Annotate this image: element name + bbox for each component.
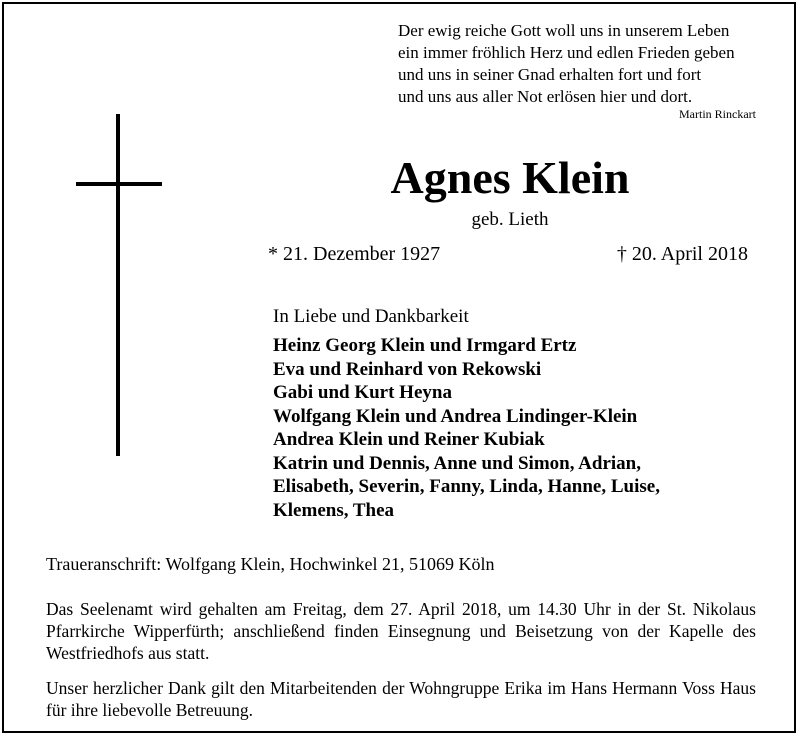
mourner-line: Katrin und Dennis, Anne und Simon, Adrian,	[273, 452, 641, 474]
thanks-text: Unser herzlicher Dank gilt den Mitarbeitenden der Wohngruppe Erika im Hans Hermann Voss Haus für ihre liebevolle Betreuung.	[46, 678, 756, 720]
mourner-line: Andrea Klein und Reiner Kubiak	[273, 429, 545, 450]
maiden-name: geb. Lieth	[471, 209, 549, 230]
mourner-line: Heinz Georg Klein und Irmgard Ertz	[273, 335, 577, 356]
quote-line: und uns in seiner Gnad erhalten fort und fort	[398, 65, 702, 84]
mourners-intro: In Liebe und Dankbarkeit	[273, 306, 469, 327]
mourner-line: Eva und Reinhard von Rekowski	[273, 358, 542, 380]
mourner-line: Gabi und Kurt Heyna	[273, 382, 452, 403]
cross-horizontal-bar	[76, 182, 162, 186]
deceased-name: Agnes Klein	[390, 152, 630, 203]
funeral-service-text: Das Seelenamt wird gehalten am Freitag, dem 27. April 2018, um 14.30 Uhr in der St. Nikolaus Pfarrkirche Wipperfürth; anschließend finden Einsegnung und Beisetzung von der Kapelle des Westfriedhofs aus statt.	[46, 599, 756, 663]
mourner-line: Klemens, Thea	[273, 499, 395, 521]
quote-line: ein immer fröhlich Herz und edlen Frieden geben	[398, 43, 735, 62]
quote-line: Der ewig reiche Gott woll uns in unserem Leben	[398, 21, 730, 40]
mourning-address: Traueranschrift: Wolfgang Klein, Hochwinkel 21, 51069 Köln	[46, 554, 495, 574]
quote-line: und uns aus aller Not erlösen hier und dort.	[398, 87, 693, 106]
mourner-line: Elisabeth, Severin, Fanny, Linda, Hanne, Luise,	[273, 476, 660, 497]
birth-date: * 21. Dezember 1927	[268, 243, 441, 265]
mourners-list	[273, 334, 660, 522]
cross-vertical-bar	[116, 114, 120, 456]
death-date: † 20. April 2018	[616, 243, 748, 265]
poem-quote	[398, 20, 758, 108]
mourner-line: Wolfgang Klein und Andrea Lindinger-Klein	[273, 405, 638, 427]
quote-author: Martin Rinckart	[679, 107, 756, 121]
